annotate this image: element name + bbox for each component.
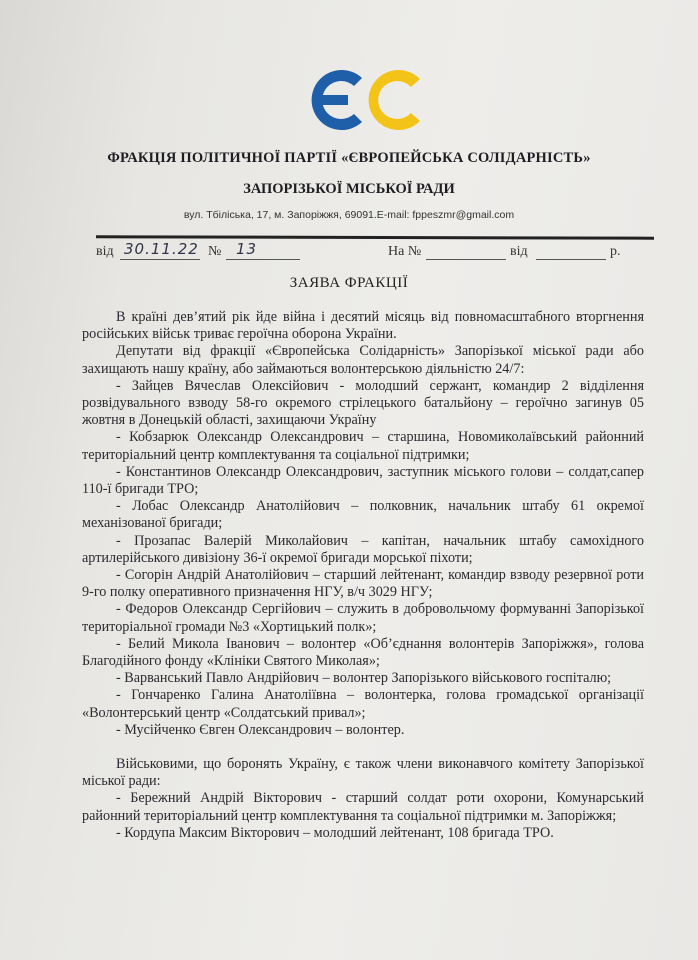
party-logo — [300, 64, 430, 136]
to-from-label: від — [510, 244, 528, 259]
deputies-paragraph: Депутати від фракції «Європейська Солідарність» Запорізької міської ради або захищають нашу країну, або займаються волонтерською діяльністю 24/7: — [82, 343, 644, 377]
list-item: - Белий Микола Іванович – волонтер «Об’єднання волонтерів Запоріжжя», голова Благодійного фонду «Клініки Святого Миколая»; — [82, 635, 644, 670]
list-item: - Лобас Олександр Анатолійович – полковник, начальник штабу 61 окремої механізованої бригади; — [82, 498, 644, 532]
number-underline — [226, 259, 300, 260]
list-item: - Мусійченко Євген Олександрович – волонтер. — [116, 721, 405, 738]
registration-line — [96, 242, 656, 264]
list-item: - Варванський Павло Андрійович – волонтер Запорізького військового госпіталю; — [116, 670, 612, 687]
list-item: - Согорін Андрій Анатолійович – старший лейтенант, командир взводу резервної роти 9-го полку оперативного призначення НГУ, в/ч 3029 НГУ; — [82, 567, 644, 601]
logo-letter-s — [369, 70, 420, 130]
executive-committee-paragraph: Військовими, що боронять Україну, є також члени виконавчого комітету Запорізької міської ради: — [82, 756, 644, 790]
year-suffix: р. — [610, 244, 621, 259]
document-title: ЗАЯВА ФРАКЦІЇ — [289, 275, 409, 291]
address-line: вул. Тбіліська, 17, м. Запоріжжя, 69091.E-mail: fppeszmr@gmail.com — [183, 209, 515, 221]
list-item: - Федоров Олександр Сергійович – служить в добровольчому формуванні Запорізької територіальної громади №3 «Хортицький полк»; — [82, 601, 644, 635]
to-number-label: На № — [388, 244, 422, 259]
intro-paragraph: В країні дев’ятий рік йде війна і десятий місяць від повномасштабного вторгнення російських військ триває героїчна оборона України. — [82, 309, 644, 343]
list-item: - Кордупа Максим Вікторович – молодший лейтенант, 108 бригада ТРО. — [116, 824, 554, 841]
number-handwritten: 13 — [236, 240, 258, 258]
faction-title: ФРАКЦІЯ ПОЛІТИЧНОЇ ПАРТІЇ «ЄВРОПЕЙСЬКА СОЛІДАРНІСТЬ» — [107, 150, 591, 166]
to-number-blank — [426, 259, 506, 260]
to-date-blank — [536, 259, 606, 260]
list-item: - Бережний Андрій Вікторович - старший солдат роти охорони, Комунарський районний територіальний центр комплектування та соціальної підтримки м. Запоріжжя; — [82, 790, 644, 824]
date-handwritten: 30.11.22 — [124, 240, 199, 258]
council-title: ЗАПОРІЗЬКОЇ МІСЬКОЇ РАДИ — [243, 181, 455, 197]
list-item: - Гончаренко Галина Анатоліївна – волонтерка, голова громадської організації «Волонтерський центр «Солдатський привал»; — [82, 687, 644, 721]
logo-letter-ye — [312, 70, 362, 130]
number-label: № — [208, 244, 222, 259]
document-body — [82, 309, 644, 842]
list-item: - Зайцев Вячеслав Олексійович - молодший сержант, командир 2 відділення розвідувального взводу 58-го окремого стрілецького батальйону – героїчно загинув 05 жовтня в Донецькій області, захищаючи Україну — [82, 377, 644, 429]
from-label: від — [96, 244, 114, 259]
list-item: - Прозапас Валерій Миколайович – капітан, начальник штабу самохідного артилерійського дивізіону 36-ї окремої бригади морської піхоти; — [82, 532, 644, 566]
list-item: - Константинов Олександр Олександрович, заступник міського голови – солдат,сапер 110-ї бригади ТРО; — [82, 463, 644, 498]
list-item: - Кобзарюк Олександр Олександрович – старшина, Новомиколаївський районний територіальний центр комплектування та соціальної підтримки; — [82, 429, 644, 463]
date-underline — [120, 259, 200, 260]
